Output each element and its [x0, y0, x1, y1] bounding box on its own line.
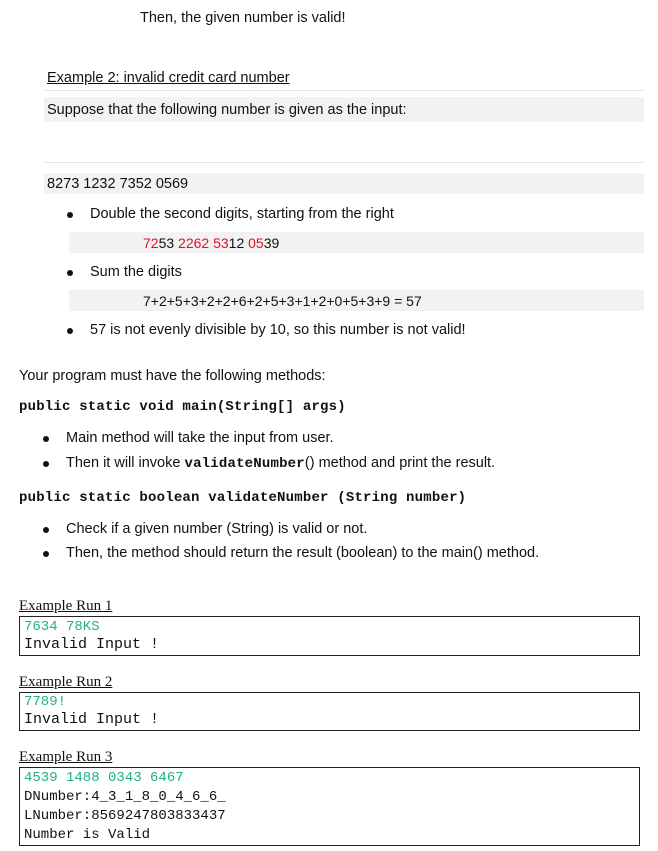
digit-pair: 39	[263, 235, 280, 251]
bullet-conclusion: 57 is not evenly divisible by 10, so this number is not valid!	[90, 322, 466, 338]
bullet-dot	[43, 436, 49, 442]
example2-number: 8273 1232 7352 0569	[47, 176, 189, 192]
bullet-dot	[43, 527, 49, 533]
run3-title: Example Run 3	[19, 749, 113, 765]
main-bullet-2-pre: Then it will invoke	[66, 455, 185, 471]
validate-signature: public static boolean validateNumber (String number)	[19, 490, 467, 506]
bullet-dot	[67, 270, 73, 276]
run2-title: Example Run 2	[19, 674, 113, 690]
run1-output: Invalid Input !	[24, 636, 160, 653]
run3-dnumber: DNumber:4_3_1_8_0_4_6_6_	[24, 789, 226, 805]
validate-bullet-2: Then, the method should return the result (boolean) to the main() method.	[66, 545, 540, 561]
main-bullet-1: Main method will take the input from user.	[66, 430, 334, 446]
digit-pair: 22	[178, 235, 194, 251]
bullet-sum: Sum the digits	[90, 264, 182, 280]
example2-heading: Example 2: invalid credit card number	[47, 70, 290, 86]
example2-intro: Suppose that the following number is given as the input:	[47, 102, 407, 118]
bullet-dot	[43, 461, 49, 467]
main-signature: public static void main(String[] args)	[19, 399, 346, 415]
heading-rule	[44, 90, 644, 91]
run3-result: Number is Valid	[24, 827, 151, 843]
validate-method-name: validateNumber	[184, 456, 305, 472]
digit-pair: 12	[228, 235, 245, 251]
digit-pair: 05	[248, 235, 264, 251]
digit-pair: 72	[143, 235, 159, 251]
run2-input: 7789!	[24, 694, 67, 710]
main-bullet-2	[66, 455, 495, 472]
divider	[44, 162, 644, 163]
run2-console	[19, 692, 640, 731]
methods-intro: Your program must have the following methods:	[19, 368, 326, 384]
run1-console	[19, 616, 640, 656]
doubled-digits	[143, 235, 279, 251]
run2-output: Invalid Input !	[24, 711, 160, 728]
main-bullet-2-post: () method and print the result.	[304, 455, 496, 471]
run1-input: 7634 78KS	[24, 619, 100, 635]
run1-title: Example Run 1	[19, 598, 113, 614]
bullet-dot	[43, 551, 49, 557]
top-line: Then, the given number is valid!	[140, 10, 346, 26]
sum-expression: 7+2+5+3+2+2+6+2+5+3+1+2+0+5+3+9 = 57	[143, 293, 422, 309]
run3-input: 4539 1488 0343 6467	[24, 770, 184, 786]
digit-pair: 62	[193, 235, 210, 251]
bullet-double: Double the second digits, starting from the right	[90, 206, 394, 222]
digit-pair: 53	[213, 235, 229, 251]
bullet-dot	[67, 212, 73, 218]
run3-console	[19, 767, 640, 846]
validate-bullet-1: Check if a given number (String) is valid or not.	[66, 521, 368, 537]
run3-lnumber: LNumber:8569247803833437	[24, 808, 226, 824]
bullet-dot	[67, 328, 73, 334]
digit-pair: 53	[158, 235, 175, 251]
